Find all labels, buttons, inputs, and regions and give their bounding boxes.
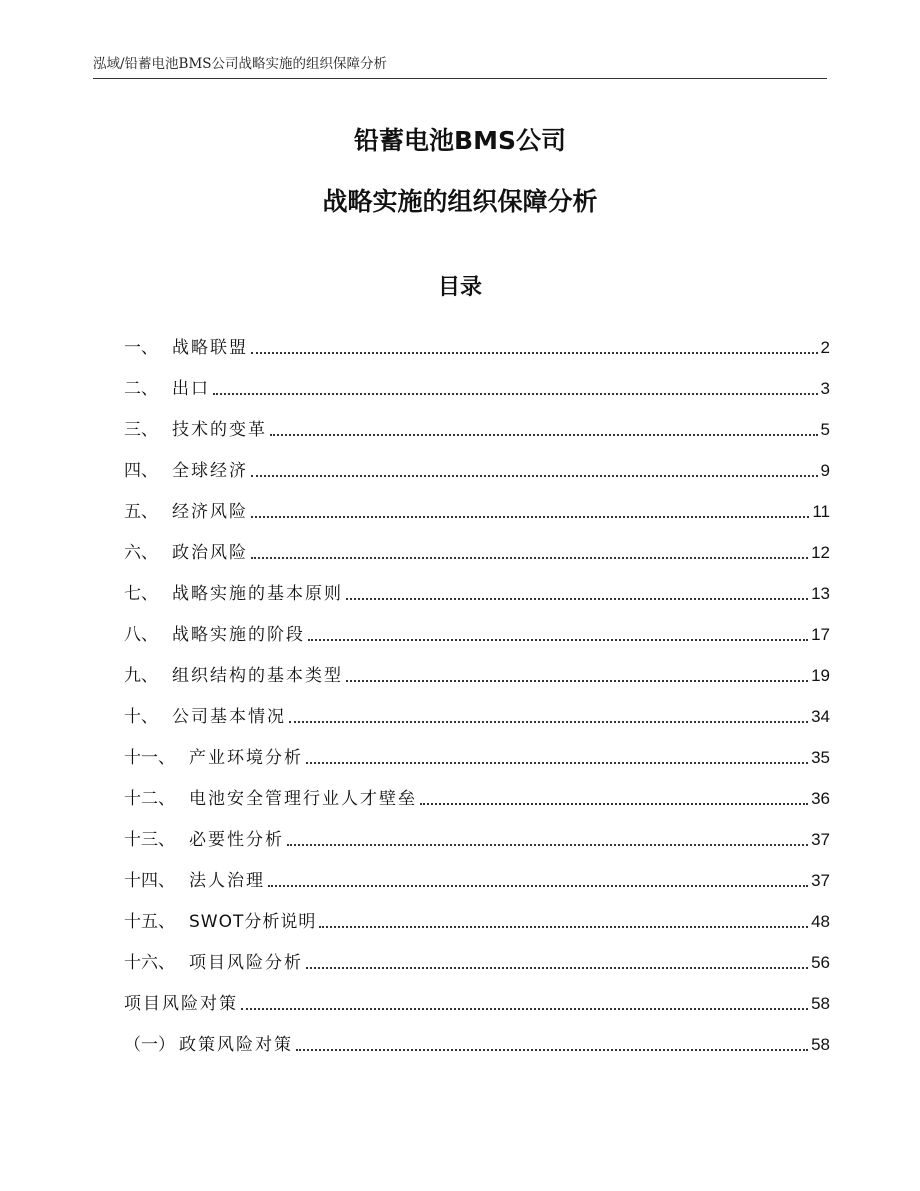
toc-entry-page: 12 [811,543,830,562]
toc-entry-number: 十四、 [124,871,175,891]
toc-leader-dots [289,720,808,723]
toc-entry-number: 五、 [124,502,158,522]
toc-entry[interactable] [124,445,830,486]
toc-entry[interactable] [124,486,830,527]
toc-entry-title: 产业环境分析 [189,748,303,768]
toc-entry[interactable] [124,732,830,773]
toc-entry[interactable] [124,650,830,691]
toc-entry-title: 出口 [172,379,210,399]
toc-entry-page: 13 [811,584,830,603]
toc-leader-dots [268,884,808,887]
toc-entry-number: 二、 [124,379,158,399]
toc-entry-number: （一） [124,1035,175,1055]
toc-entry-title: 战略联盟 [172,338,248,358]
toc-entry-page: 56 [811,953,830,972]
toc-entry[interactable] [124,814,830,855]
toc-entry[interactable] [124,568,830,609]
document-title-line1: 铅蓄电池BMS公司 [354,126,566,155]
toc-entry[interactable] [124,404,830,445]
toc-entry-number: 十三、 [124,830,175,850]
toc-leader-dots [287,843,808,846]
header-divider [93,78,827,79]
toc-entry-title: 政治风险 [172,543,248,563]
toc-entry-page: 5 [820,420,830,439]
toc-entry[interactable] [124,609,830,650]
toc-entry-page: 9 [820,461,830,480]
toc-entry-title: 经济风险 [172,502,248,522]
toc-entry-number: 一、 [124,338,158,358]
toc-entry-number: 四、 [124,461,158,481]
toc-leader-dots [346,679,808,682]
toc-entry-number: 六、 [124,543,158,563]
toc-leader-dots [420,802,808,805]
toc-leader-dots [213,392,818,395]
toc-entry-title: 必要性分析 [189,830,284,850]
toc-entry[interactable] [124,896,830,937]
toc-entry[interactable] [124,855,830,896]
toc-entry-title: 政策风险对策 [179,1035,293,1055]
toc-leader-dots [296,1048,808,1051]
toc-entry-title: 技术的变革 [172,420,267,440]
toc-entry[interactable] [124,773,830,814]
toc-entry-number: 十二、 [124,789,175,809]
toc-leader-dots [251,474,818,477]
toc-leader-dots [306,761,808,764]
table-of-contents [124,322,830,1060]
toc-entry-page: 36 [811,789,830,808]
toc-entry-page: 19 [811,666,830,685]
toc-entry[interactable] [124,1019,830,1060]
toc-entry-number: 八、 [124,625,158,645]
toc-entry-title: 全球经济 [172,461,248,481]
toc-leader-dots [251,515,809,518]
toc-entry-number: 十五、 [124,912,175,932]
toc-entry-title: 战略实施的基本原则 [172,584,343,604]
toc-entry-number: 九、 [124,666,158,686]
toc-entry-page: 3 [820,379,830,398]
toc-entry[interactable] [124,363,830,404]
toc-leader-dots [251,351,818,354]
toc-entry-title: 项目风险分析 [189,953,303,973]
toc-entry-title: 组织结构的基本类型 [172,666,343,686]
toc-entry-page: 2 [820,338,830,357]
toc-entry-title: 项目风险对策 [124,994,238,1014]
running-header: 泓域/铅蓄电池BMS公司战略实施的组织保障分析 [93,56,388,72]
toc-leader-dots [346,597,808,600]
toc-entry-number: 十、 [124,707,158,727]
toc-entry[interactable] [124,978,830,1019]
toc-leader-dots [270,433,818,436]
toc-entry-page: 58 [811,994,830,1013]
toc-leader-dots [308,638,808,641]
toc-entry-number: 七、 [124,584,158,604]
toc-entry-number: 十六、 [124,953,175,973]
toc-entry[interactable] [124,527,830,568]
toc-entry-page: 37 [811,871,830,890]
toc-entry-title: 公司基本情况 [172,707,286,727]
toc-entry[interactable] [124,322,830,363]
toc-entry-page: 11 [812,502,830,521]
toc-heading: 目录 [437,275,482,300]
toc-entry-number: 三、 [124,420,158,440]
toc-entry-page: 48 [811,912,830,931]
toc-entry-title: 战略实施的阶段 [172,625,305,645]
toc-entry-title: 法人治理 [189,871,265,891]
toc-entry-page: 17 [811,625,830,644]
toc-entry[interactable] [124,691,830,732]
toc-entry-page: 58 [811,1035,830,1054]
toc-leader-dots [319,925,808,928]
toc-entry-page: 35 [811,748,830,767]
toc-leader-dots [251,556,808,559]
toc-leader-dots [241,1007,808,1010]
toc-leader-dots [306,966,808,969]
document-title-line2: 战略实施的组织保障分析 [322,187,598,216]
toc-entry[interactable] [124,937,830,978]
toc-entry-page: 37 [811,830,830,849]
toc-entry-page: 34 [811,707,830,726]
toc-entry-title: 电池安全管理行业人才壁垒 [189,789,417,809]
toc-entry-number: 十一、 [124,748,175,768]
toc-entry-title: SWOT分析说明 [189,912,317,932]
